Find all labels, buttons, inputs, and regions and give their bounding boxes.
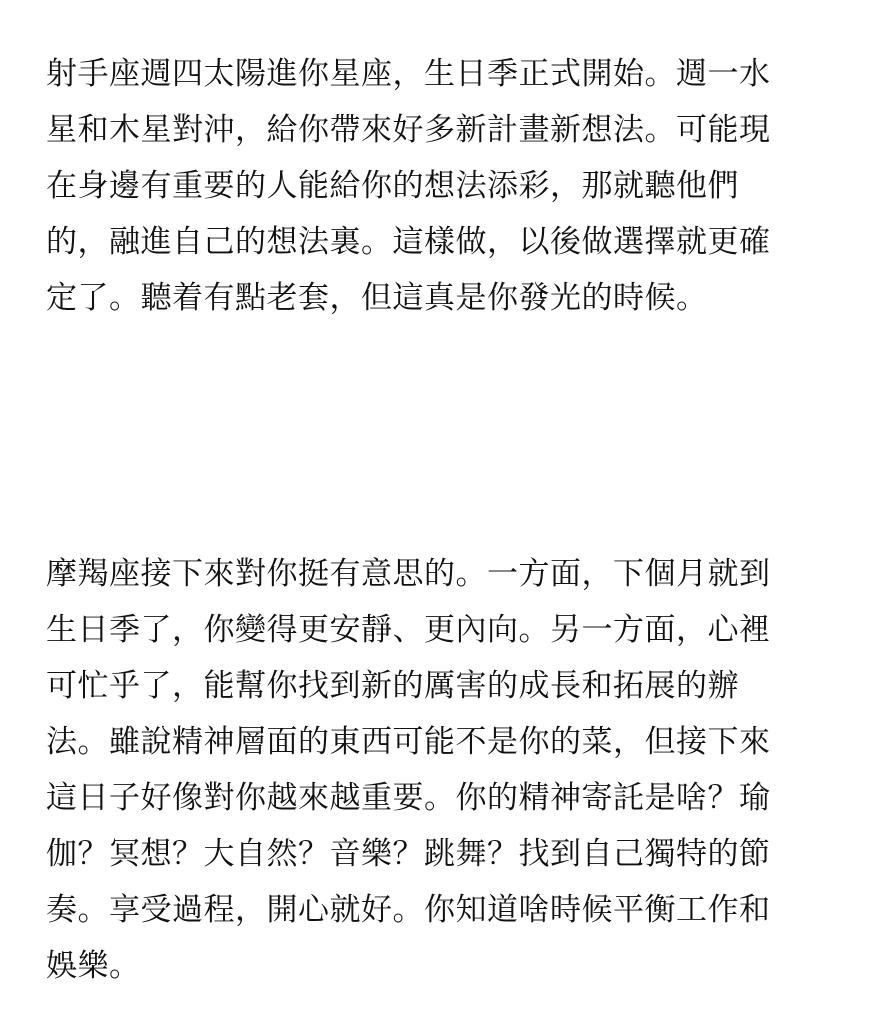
text-line: 法。雖說精神層面的東西可能不是你的菜，但接下來	[46, 724, 771, 760]
text-line: 伽？冥想？大自然？音樂？跳舞？找到自己獨特的節	[46, 836, 771, 872]
text-line: 奏。享受過程，開心就好。你知道啥時候平衡工作和	[46, 892, 771, 928]
text-line: 在身邊有重要的人能給你的想法添彩，那就聽他們	[46, 168, 739, 204]
text-line: 的，融進自己的想法裏。這樣做，以後做選擇就更確	[46, 224, 771, 260]
capricorn-paragraph	[46, 546, 826, 994]
text-line: 娛樂。	[46, 948, 141, 984]
sagittarius-paragraph	[46, 46, 826, 326]
text-line: 這日子好像對你越來越重要。你的精神寄託是啥？瑜	[46, 780, 771, 816]
text-line: 生日季了，你變得更安靜、更內向。另一方面，心裡	[46, 612, 771, 648]
text-line: 摩羯座接下來對你挺有意思的。一方面，下個月就到	[46, 556, 771, 592]
text-line: 定了。聽着有點老套，但這真是你發光的時候。	[46, 280, 708, 316]
text-line: 射手座週四太陽進你星座，生日季正式開始。週一水	[46, 56, 771, 92]
text-line: 可忙乎了，能幫你找到新的厲害的成長和拓展的辦	[46, 668, 739, 704]
text-line: 星和木星對沖，給你帶來好多新計畫新想法。可能現	[46, 112, 771, 148]
